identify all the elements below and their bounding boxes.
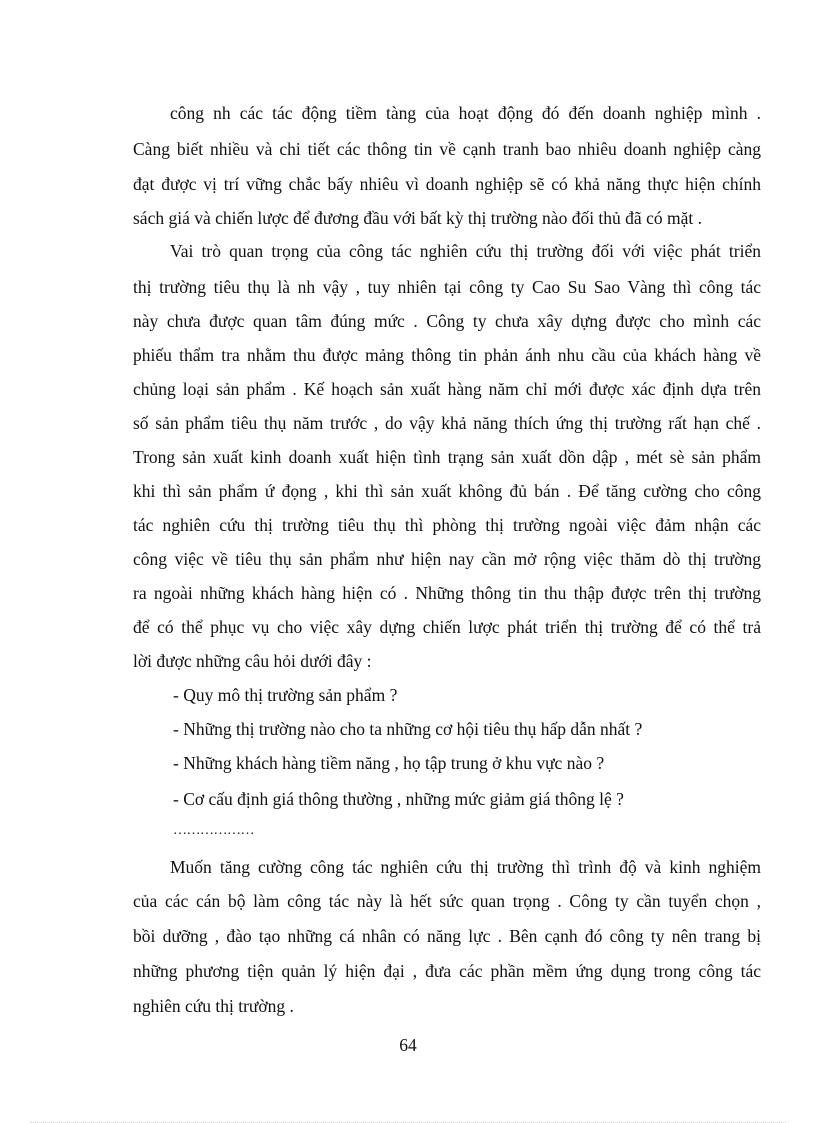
ellipsis-line: ……………… — [173, 823, 254, 838]
paragraph-2-line-7: Trong sản xuất kinh doanh xuất hiện tình trạng sản xuất dồn dập , mét sè sản phẩm — [133, 447, 761, 467]
paragraph-2-line-6: số sản phẩm tiêu thụ năm trước , do vậy khả năng thích ứng thị trường rất hạn chế . — [133, 413, 761, 433]
paragraph-2-line-13: lời được những câu hỏi dưới đây : — [133, 651, 372, 671]
paragraph-2-line-11: ra ngoài những khách hàng hiện có . Những thông tin thu thập được trên thị trường — [133, 583, 761, 603]
paragraph-1-line-2: Càng biết nhiều và chi tiết các thông tin về cạnh tranh bao nhiêu doanh nghiệp càng — [133, 139, 761, 159]
paragraph-2-line-5: chủng loại sản phẩm . Kế hoạch sản xuất hàng năm chỉ mới được xác định dựa trên — [133, 379, 761, 399]
paragraph-1-line-1: công nh các tác động tiềm tàng của hoạt động đó đến doanh nghiệp mình . — [170, 103, 761, 123]
paragraph-3-line-2: của các cán bộ làm công tác này là hết sức quan trọng . Công ty cần tuyển chọn , — [133, 891, 761, 911]
paragraph-3-line-5: nghiên cứu thị trường . — [133, 996, 294, 1016]
paragraph-1-line-3: đạt được vị trí vững chắc bấy nhiêu vì doanh nghiệp sẽ có khả năng thực hiện chính — [133, 174, 761, 194]
paragraph-2-line-12: để có thể phục vụ cho việc xây dựng chiến lược phát triển thị trường để có thể trả — [133, 617, 761, 637]
bullet-item-3: - Những khách hàng tiềm năng , họ tập trung ở khu vực nào ? — [173, 753, 605, 773]
paragraph-2-line-2: thị trường tiêu thụ là nh vậy , tuy nhiên tại công ty Cao Su Sao Vàng thì công tác — [133, 277, 761, 297]
paragraph-1-line-4: sách giá và chiến lược để đương đầu với bất kỳ thị trường nào đối thủ đã có mặt . — [133, 208, 702, 228]
paragraph-2-line-4: phiếu thẩm tra nhằm thu được mảng thông tin phản ánh nhu cầu của khách hàng về — [133, 345, 761, 365]
bullet-item-4: - Cơ cấu định giá thông thường , những mức giảm giá thông lệ ? — [173, 789, 624, 809]
paragraph-2-line-9: tác nghiên cứu thị trường tiêu thụ thì phòng thị trường ngoài việc đảm nhận các — [133, 515, 761, 535]
paragraph-3-line-3: bồi dưỡng , đào tạo những cá nhân có năng lực . Bên cạnh đó công ty nên trang bị — [133, 926, 761, 946]
paragraph-2-line-3: này chưa được quan tâm đúng mức . Công ty chưa xây dựng được cho mình các — [133, 311, 761, 331]
bullet-item-2: - Những thị trường nào cho ta những cơ hội tiêu thụ hấp dẫn nhất ? — [173, 719, 643, 739]
paragraph-3-line-4: những phương tiện quản lý hiện đại , đưa các phần mềm ứng dụng trong công tác — [133, 961, 761, 981]
paragraph-2-line-10: công việc về tiêu thụ sản phẩm như hiện nay cần mở rộng việc thăm dò thị trường — [133, 549, 761, 569]
paragraph-2-line-1: Vai trò quan trọng của công tác nghiên cứu thị trường đối với việc phát triển — [170, 241, 761, 261]
paragraph-3-line-1: Muốn tăng cường công tác nghiên cứu thị trường thì trình độ và kinh nghiệm — [170, 857, 761, 877]
bullet-item-1: - Quy mô thị trường sản phẩm ? — [173, 685, 398, 705]
page-number: 64 — [399, 1035, 417, 1055]
paragraph-2-line-8: khi thì sản phẩm ứ đọng , khi thì sản xuất không đủ bán . Để tăng cường cho công — [133, 481, 761, 501]
